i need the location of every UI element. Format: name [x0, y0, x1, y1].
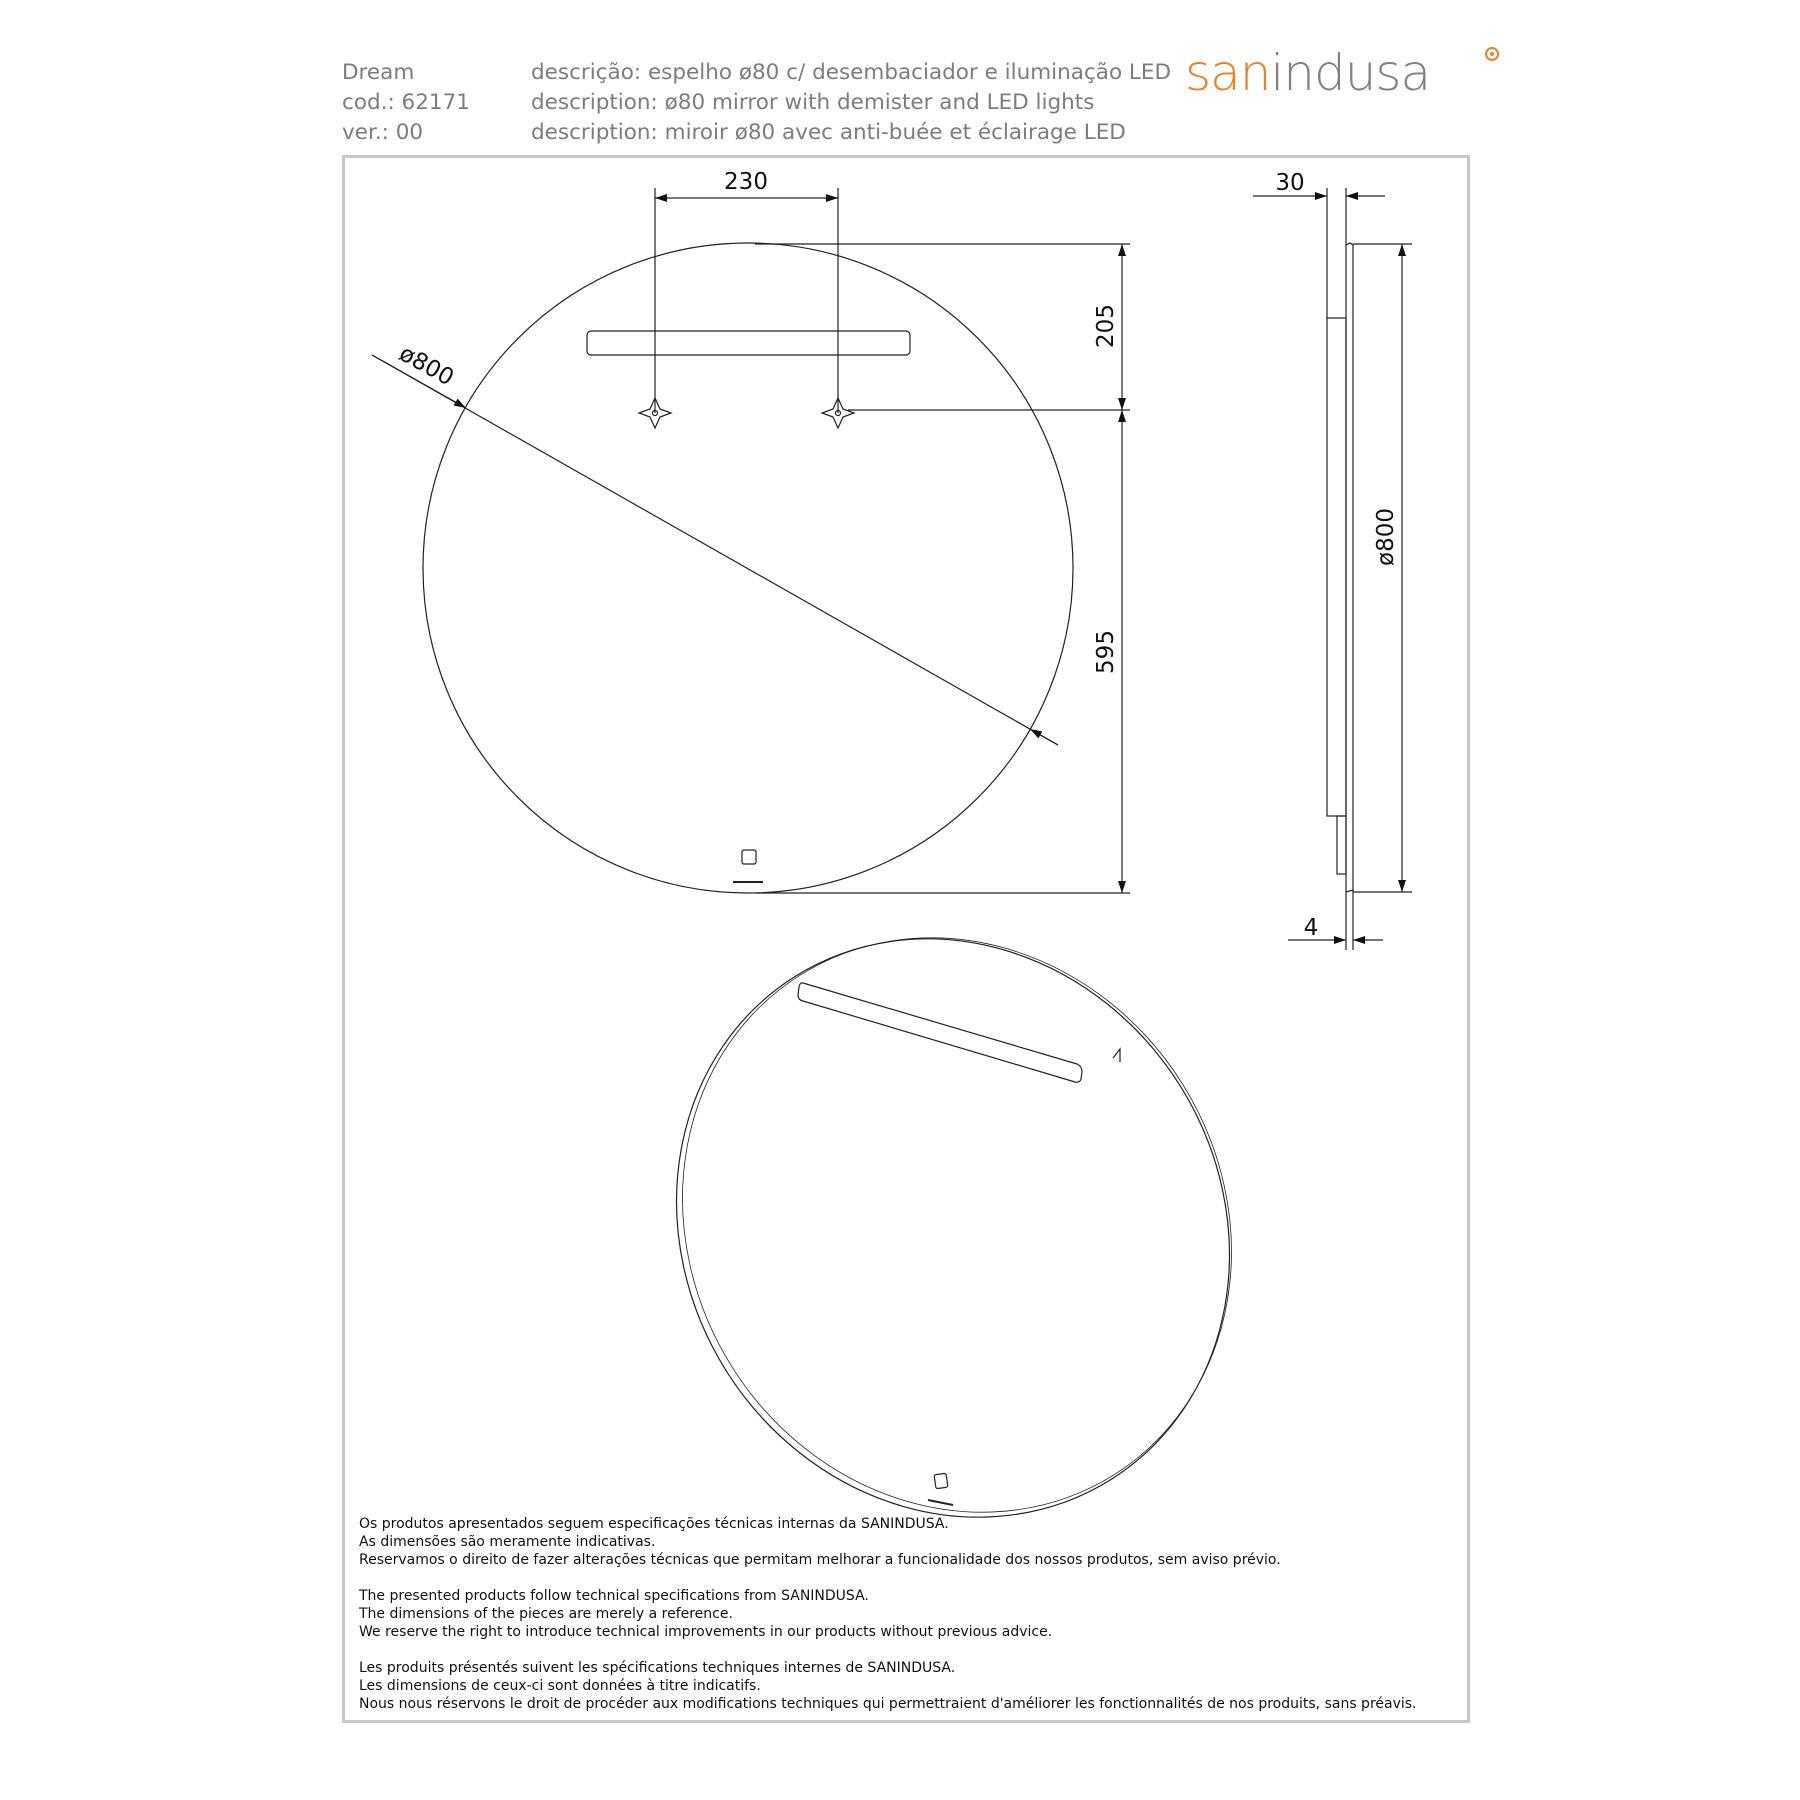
- description-pt: descrição: espelho ø80 c/ desembaciador e iluminação LED: [531, 60, 1172, 85]
- notes-fr: [359, 1659, 1417, 1713]
- side-view-glass: [1346, 243, 1353, 892]
- perspective-led-bar: [798, 983, 1082, 1082]
- product-code: cod.: 62171: [342, 90, 470, 115]
- perspective-brand-mark: [928, 1500, 953, 1505]
- note-line: The dimensions of the pieces are merely a reference.: [359, 1606, 733, 1622]
- note-line: Les dimensions de ceux-ci sont données à titre indicatifs.: [359, 1678, 761, 1694]
- side-view-bracket: [1337, 816, 1346, 874]
- logo-text-san: san: [1185, 44, 1271, 100]
- dim-label-side-diameter: ø800: [1373, 508, 1399, 566]
- perspective-switch-icon: [934, 1473, 948, 1489]
- description-fr: description: miroir ø80 avec anti-buée et éclairage LED: [531, 120, 1126, 145]
- product-version: ver.: 00: [342, 120, 424, 145]
- dim-label-595: 595: [1093, 630, 1119, 674]
- perspective-hook: [1113, 1049, 1120, 1062]
- dim-label-front-diameter: ø800: [394, 340, 459, 392]
- notes-en: [359, 1587, 1417, 1641]
- note-line: Reservamos o direito de fazer alterações técnicas que permitam melhorar a funcionalidade dos nossos produtos, sem aviso prévio.: [359, 1552, 1281, 1568]
- notes-pt: [359, 1515, 1417, 1569]
- touch-switch-icon: [742, 850, 756, 864]
- perspective-mirror-edge: [575, 834, 1339, 1616]
- side-view-frame: [1327, 318, 1346, 816]
- dim-label-205: 205: [1093, 304, 1119, 348]
- note-line: The presented products follow technical specifications from SANINDUSA.: [359, 1588, 869, 1604]
- led-light-bar: [587, 331, 910, 355]
- note-line: We reserve the right to introduce technical improvements in our products without previous advice.: [359, 1624, 1053, 1640]
- disclaimer-notes: [359, 1515, 1417, 1731]
- front-view-mirror-outline: [423, 243, 1073, 893]
- logo-text-indusa: indusa: [1270, 44, 1431, 100]
- dim-label-30: 30: [1275, 170, 1305, 196]
- note-line: Nous nous réservons le droit de procéder aux modifications techniques qui permettraient d'améliorer les fonctionnalités de nos produits, sans préavis.: [359, 1696, 1417, 1712]
- note-line: Les produits présentés suivent les spécifications techniques internes de SANINDUSA.: [359, 1660, 956, 1676]
- dim-label-230: 230: [724, 169, 768, 195]
- dim-label-4: 4: [1303, 915, 1319, 941]
- note-line: As dimensões são meramente indicativas.: [359, 1534, 656, 1550]
- dim-diameter-line: [372, 355, 1058, 745]
- dim-diameter-arrow-right: [1030, 729, 1058, 745]
- product-name: Dream: [342, 60, 415, 85]
- note-line: Os produtos apresentados seguem especificações técnicas internas da SANINDUSA.: [359, 1516, 949, 1532]
- description-en: description: ø80 mirror with demister and LED lights: [531, 90, 1095, 115]
